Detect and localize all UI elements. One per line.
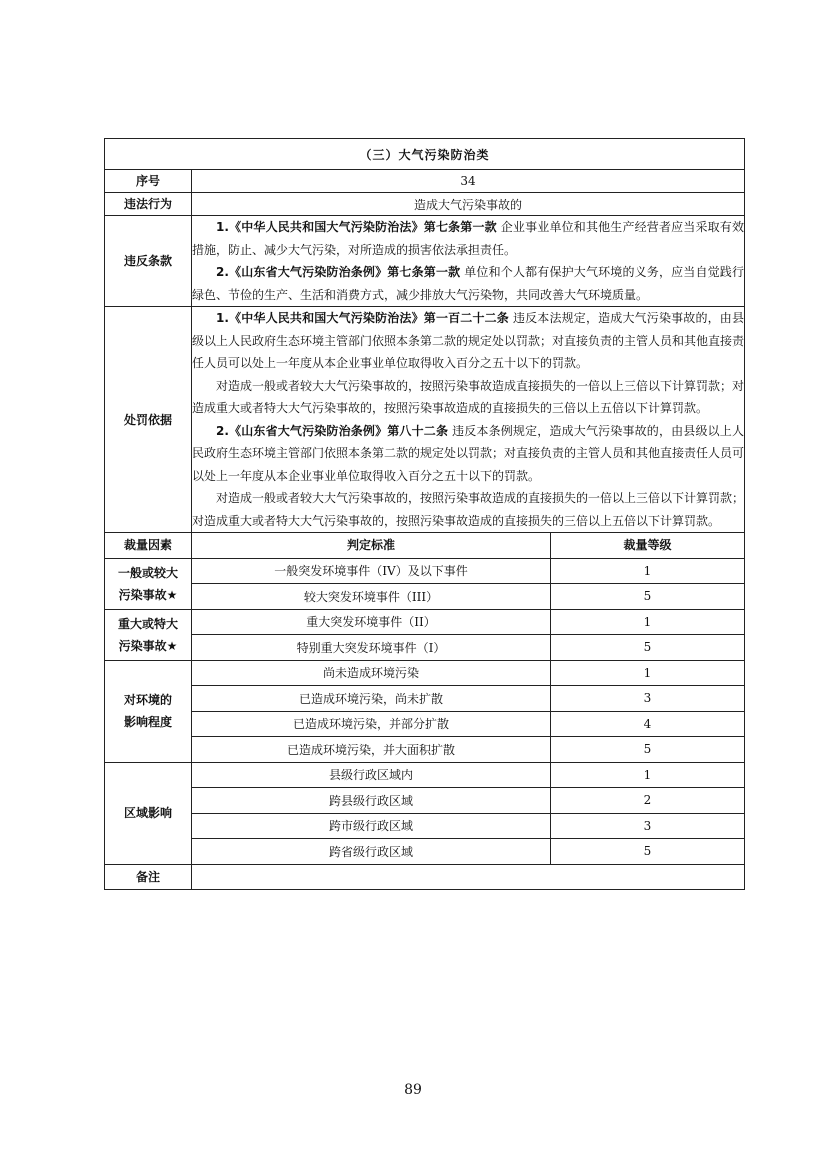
note-label: 备注	[105, 864, 192, 890]
clause-law: 1.《中华人民共和国大气污染防治法》第七条第一款	[216, 220, 497, 234]
factor-name: 对环境的 影响程度	[105, 660, 192, 762]
level-cell: 1	[551, 762, 745, 788]
level-cell: 3	[551, 813, 745, 839]
level-cell: 4	[551, 711, 745, 737]
penalty-text: 对造成一般或者较大大气污染事故的，按照污染事故造成直接损失的一倍以上三倍以下计算罚款；对造成重大或者特大大气污染事故的，按照污染事故造成的直接损失的三倍以上五倍以下计算罚款。	[192, 378, 745, 415]
seq-label: 序号	[105, 170, 192, 193]
penalty-text: 违反本条例规定，造成大气污染事故的，由县级以上人民政府生态环境主管部门依照本条第二款的规定处以罚款；对直接负责的主管人员和其他直接责任人员可以处上一年度从本企业事业单位取得收入百分之五十以下的罚款。	[192, 423, 745, 483]
penalty-table	[104, 138, 745, 890]
level-cell: 5	[551, 635, 745, 661]
level-cell: 1	[551, 558, 745, 584]
criteria-cell: 一般突发环境事件（IV）及以下事件	[192, 558, 551, 584]
criteria-header: 判定标准	[192, 533, 551, 559]
level-cell: 5	[551, 839, 745, 865]
criteria-cell: 跨县级行政区域	[192, 788, 551, 814]
level-cell: 5	[551, 737, 745, 763]
clauses-label: 违反条款	[105, 216, 192, 307]
criteria-cell: 已造成环境污染，并大面积扩散	[192, 737, 551, 763]
level-cell: 1	[551, 660, 745, 686]
criteria-cell: 县级行政区域内	[192, 762, 551, 788]
criteria-cell: 已造成环境污染，并部分扩散	[192, 711, 551, 737]
penalty-paragraph	[192, 420, 744, 488]
factor-name: 一般或较大 污染事故★	[105, 558, 192, 609]
penalty-text: 对造成一般或者较大大气污染事故的，按照污染事故造成的直接损失的一倍以上三倍以下计算罚款；对造成重大或者特大大气污染事故的，按照污染事故造成的直接损失的三倍以上五倍以下计算罚款。	[192, 491, 745, 528]
clause-text: 企业事业单位和其他生产经营者应当采取有效措施，防止、减少大气污染，对所造成的损害依法承担责任。	[192, 220, 744, 257]
clause-law: 2.《山东省大气污染防治条例》第七条第一款	[216, 265, 461, 279]
level-cell: 5	[551, 584, 745, 610]
table-title: （三）大气污染防治类	[105, 139, 745, 170]
criteria-cell: 特别重大突发环境事件（I）	[192, 635, 551, 661]
level-header: 裁量等级	[551, 533, 745, 559]
penalty-law: 2.《山东省大气污染防治条例》第八十二条	[216, 423, 449, 438]
factor-name: 重大或特大 污染事故★	[105, 609, 192, 660]
clauses-content	[192, 216, 745, 307]
criteria-cell: 跨市级行政区域	[192, 813, 551, 839]
penalty-content	[192, 307, 745, 533]
criteria-cell: 重大突发环境事件（II）	[192, 609, 551, 635]
penalty-label: 处罚依据	[105, 307, 192, 533]
factor-header: 裁量因素	[105, 533, 192, 559]
behavior-value: 造成大气污染事故的	[192, 193, 745, 216]
penalty-paragraph	[192, 487, 744, 532]
clause-paragraph	[192, 216, 744, 261]
clause-text: 单位和个人都有保护大气环境的义务，应当自觉践行绿色、节俭的生产、生活和消费方式，减少排放大气污染物，共同改善大气环境质量。	[192, 265, 744, 302]
penalty-paragraph	[192, 375, 744, 420]
note-value	[192, 864, 745, 890]
criteria-cell: 已造成环境污染，尚未扩散	[192, 686, 551, 712]
behavior-label: 违法行为	[105, 193, 192, 216]
clause-paragraph	[192, 261, 744, 306]
criteria-cell: 较大突发环境事件（III）	[192, 584, 551, 610]
penalty-law: 1.《中华人民共和国大气污染防治法》第一百二十二条	[216, 311, 509, 325]
factor-name: 区域影响	[105, 762, 192, 864]
level-cell: 1	[551, 609, 745, 635]
level-cell: 3	[551, 686, 745, 712]
page-number: 89	[404, 1082, 422, 1098]
criteria-cell: 跨省级行政区域	[192, 839, 551, 865]
level-cell: 2	[551, 788, 745, 814]
penalty-paragraph	[192, 307, 744, 375]
criteria-cell: 尚未造成环境污染	[192, 660, 551, 686]
seq-value: 34	[192, 170, 745, 193]
penalty-text: 违反本法规定，造成大气污染事故的，由县级以上人民政府生态环境主管部门依照本条第二款的规定处以罚款；对直接负责的主管人员和其他直接责任人员可以处上一年度从本企业事业单位取得收入百分之五十以下的罚款。	[192, 311, 745, 370]
